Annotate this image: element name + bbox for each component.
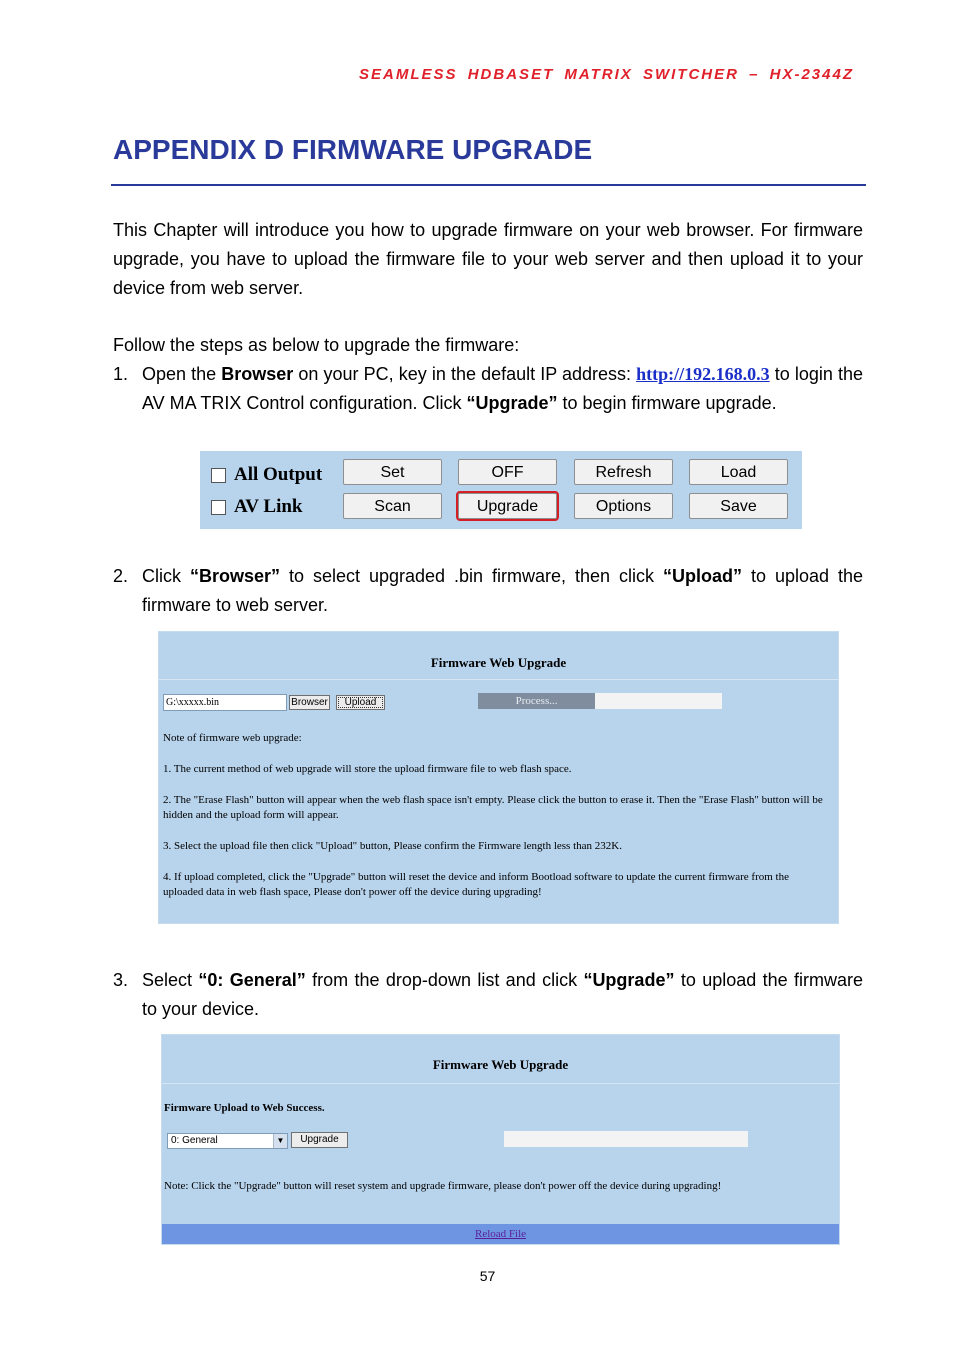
upload-progress-bar xyxy=(478,693,722,709)
upgrade-button[interactable]: Upgrade xyxy=(291,1132,348,1148)
note-item: 3. Select the upload file then click "Upload" button, Please confirm the Firmware length less than 232K. xyxy=(163,840,622,852)
panel-title: Firmware Web Upgrade xyxy=(430,655,567,670)
save-button[interactable]: Save xyxy=(689,493,788,519)
all-output-label: All Output xyxy=(234,464,323,485)
upload-success-text: Firmware Upload to Web Success. xyxy=(164,1102,325,1114)
intro-paragraph: This Chapter will introduce you how to upgrade firmware on your web browser. For firmware upgrade, you have to upload the firmware file to your web server and then upload it to your device from web server. xyxy=(113,220,863,298)
step-2 xyxy=(113,562,863,620)
step-text: to upload the firmware to web server. xyxy=(142,566,864,615)
refresh-button[interactable]: Refresh xyxy=(574,459,673,485)
step-text: on your PC, key in the default IP address: xyxy=(293,364,637,384)
step-bold: “Browser” xyxy=(189,566,281,586)
browser-button[interactable]: Browser xyxy=(289,695,330,710)
upgrade-progress-bar xyxy=(504,1131,748,1147)
step-number: 3. xyxy=(113,970,129,990)
step-text: to begin firmware upgrade. xyxy=(557,393,777,413)
note-title: Note of firmware web upgrade: xyxy=(163,732,302,744)
reload-file-link[interactable]: Reload File xyxy=(474,1228,527,1240)
follow-text: Follow the steps as below to upgrade the firmware: xyxy=(113,335,520,355)
chapter-title: APPENDIX D FIRMWARE UPGRADE xyxy=(113,134,593,165)
step-text: Open the xyxy=(142,364,222,384)
off-button[interactable]: OFF xyxy=(458,459,557,485)
chevron-down-icon[interactable]: ▼ xyxy=(273,1134,287,1148)
upload-button[interactable]: Upload xyxy=(336,695,385,710)
upgrade-note: Note: Click the "Upgrade" button will reset system and upgrade firmware, please don't power off the device during upgrading! xyxy=(164,1180,722,1192)
note-item: 4. If upload completed, click the "Upgrade" button will reset the device and inform Bootload software to update the current firmware from the uploaded data in web flash space, Please don't power off the device during upgrading! xyxy=(163,871,789,898)
ip-address-link[interactable]: http://192.168.0.3 xyxy=(636,364,770,384)
step-text: to upload the firmware to your device. xyxy=(142,970,863,1019)
all-output-checkbox-row[interactable] xyxy=(211,464,322,486)
select-value: 0: General xyxy=(171,1135,218,1146)
firmware-upgrade-screenshot xyxy=(161,1034,840,1245)
step-text: from the drop-down list and click xyxy=(305,970,584,990)
step-bold: “Upgrade” xyxy=(466,393,558,413)
step-bold: “Upload” xyxy=(663,566,742,586)
av-link-label: AV Link xyxy=(234,496,303,517)
av-link-checkbox-row[interactable] xyxy=(211,496,303,518)
set-button[interactable]: Set xyxy=(343,459,442,485)
step-text: Select xyxy=(142,970,199,990)
note-item: 2. The "Erase Flash" button will appear when the web flash space isn't empty. Please click the button to erase it. Then the "Erase Flash" button will be hidden and the upload form will appear. xyxy=(163,794,823,821)
av-link-checkbox[interactable] xyxy=(211,500,226,515)
control-panel-screenshot xyxy=(200,451,802,529)
upgrade-button[interactable]: Upgrade xyxy=(458,493,557,519)
scan-button[interactable]: Scan xyxy=(343,493,442,519)
firmware-upload-screenshot xyxy=(158,631,839,924)
progress-fill: Process... xyxy=(478,693,595,709)
divider xyxy=(162,1083,839,1084)
title-rule xyxy=(111,184,866,186)
step-3 xyxy=(113,966,863,1024)
all-output-checkbox[interactable] xyxy=(211,468,226,483)
step-bold: “Upgrade” xyxy=(583,970,675,990)
load-button[interactable]: Load xyxy=(689,459,788,485)
running-header: SEAMLESS HDBASET MATRIX SWITCHER – HX-2344Z xyxy=(359,66,854,83)
firmware-type-select[interactable] xyxy=(167,1133,288,1149)
step-number: 2. xyxy=(113,566,129,586)
options-button[interactable]: Options xyxy=(574,493,673,519)
file-path-input[interactable]: G:\xxxxx.bin xyxy=(163,694,287,711)
step-text: to select upgraded .bin firmware, then click xyxy=(280,566,663,586)
divider xyxy=(159,679,838,680)
step-bold: Browser xyxy=(221,364,294,384)
step-text: to login the AV MA TRIX Control configuration. Click xyxy=(142,364,863,413)
panel-title: Firmware Web Upgrade xyxy=(432,1057,569,1072)
step-text: Click xyxy=(142,566,190,586)
step-1 xyxy=(113,360,863,418)
page-number: 57 xyxy=(479,1268,496,1284)
note-item: 1. The current method of web upgrade will store the upload firmware file to web flash space. xyxy=(163,763,572,775)
reload-bar xyxy=(162,1224,839,1244)
step-number: 1. xyxy=(113,364,129,384)
step-bold: “0: General” xyxy=(198,970,306,990)
